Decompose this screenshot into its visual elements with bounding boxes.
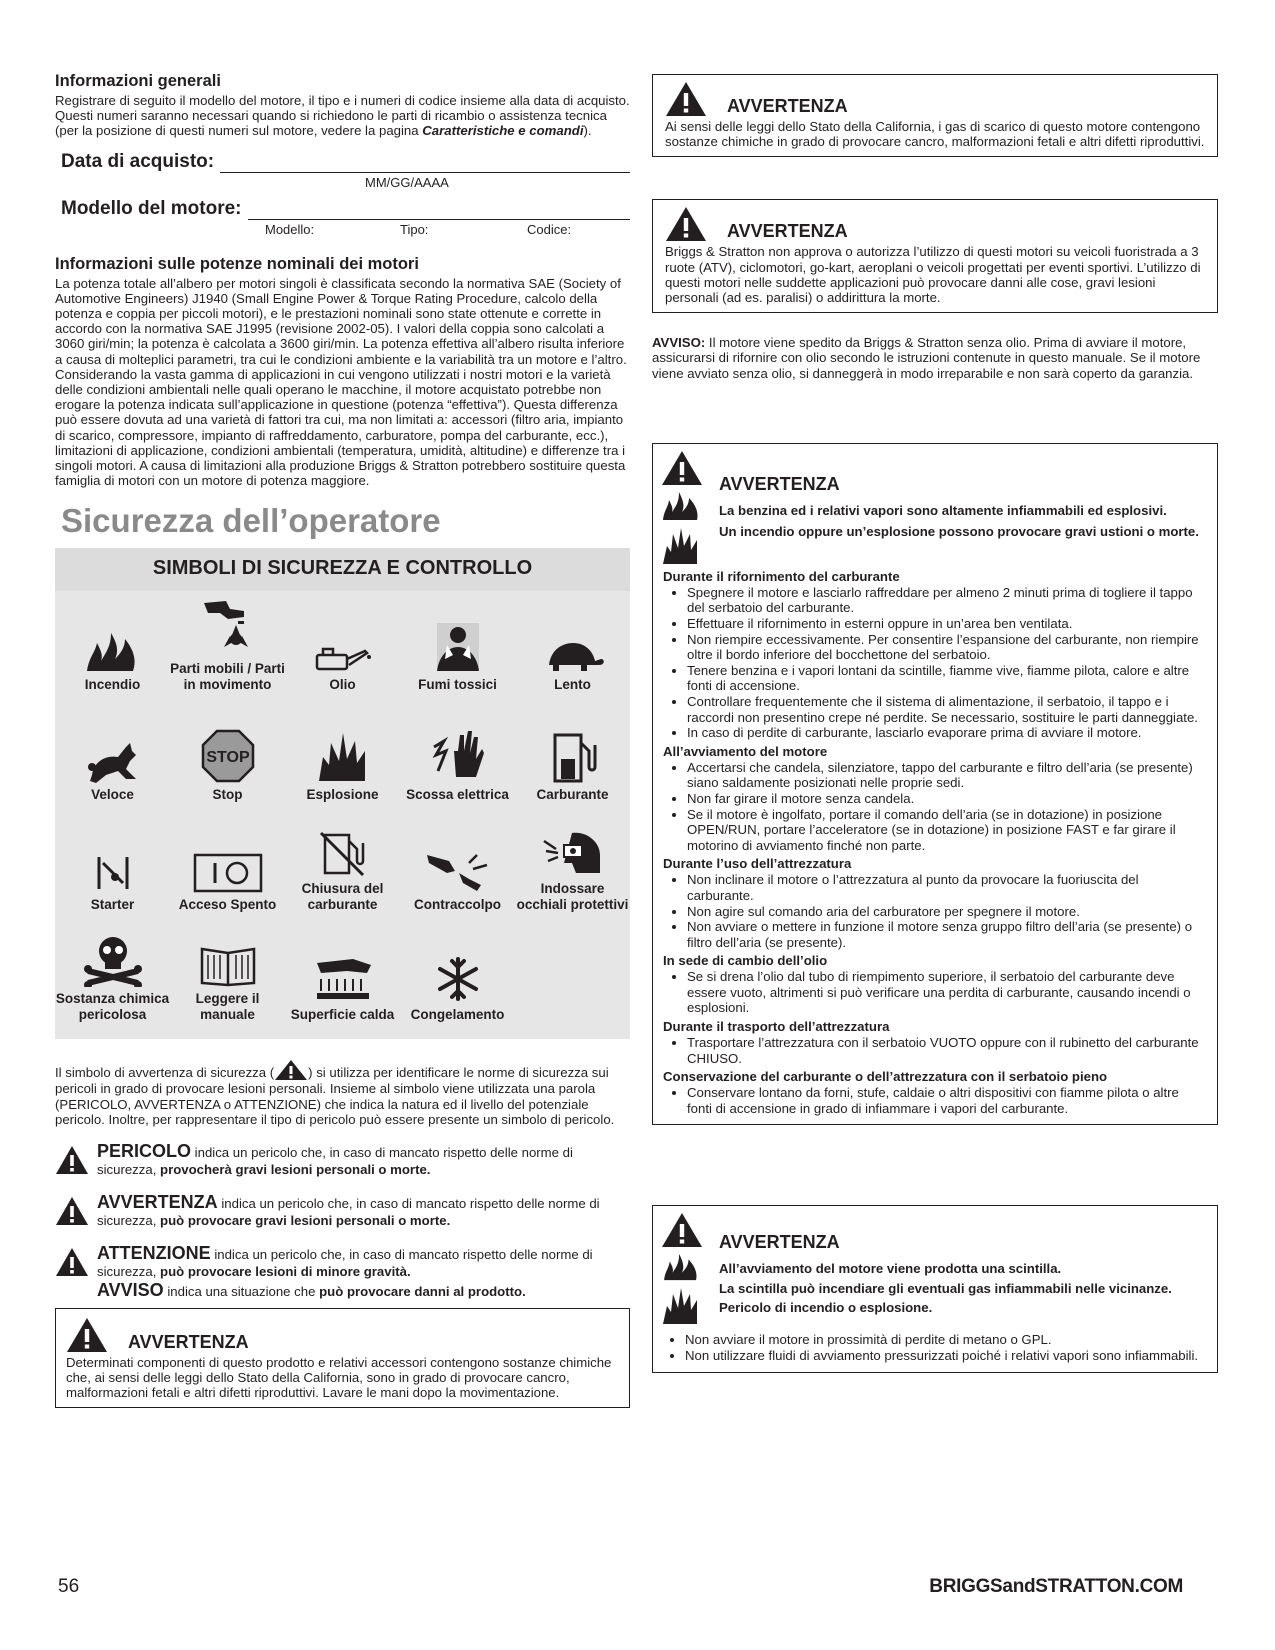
warning-bold-1: All’avviamento del motore viene prodotta una scintilla. xyxy=(719,1261,1062,1277)
choke-icon xyxy=(93,853,133,893)
explosion-icon xyxy=(315,731,371,783)
warning-bold-2: Un incendio oppure un’esplosione possono provocare gravi ustioni o morte. xyxy=(719,524,1199,540)
purchase-date-field xyxy=(61,151,630,173)
skull-icon xyxy=(84,933,142,987)
warning-heading: AVVERTENZA xyxy=(665,206,1205,242)
engine-model-line xyxy=(248,199,631,220)
warning-heading: AVVERTENZA xyxy=(719,1232,840,1253)
section-heading: All’avviamento del motore xyxy=(663,743,828,759)
explosion-icon xyxy=(661,526,701,566)
type-hint: Tipo: xyxy=(400,221,429,237)
signal-word-warning: AVVERTENZA indica un pericolo che, in caso di mancato rispetto delle norme di sicurezza, può provocare gravi lesioni personali o morte. xyxy=(55,1194,630,1229)
safety-symbols-panel xyxy=(55,548,630,1039)
spark-warning-header xyxy=(661,1212,1205,1326)
warning-heading: AVVERTENZA xyxy=(665,81,1205,117)
symbol-explosion: Esplosione xyxy=(285,701,400,811)
engine-model-field xyxy=(61,198,630,220)
list-item: • Tenere benzina e i vapori lontani da scintille, fiamme vive, fiamme pilota, calore e altre fonti di accensione. xyxy=(687,663,1205,694)
section-heading: In sede di cambio dell’olio xyxy=(663,953,828,969)
fuel-pump-icon xyxy=(549,731,597,783)
symbol-safety-glasses: Indossare occhiali protettivi xyxy=(515,811,630,921)
general-info-heading: Informazioni generali xyxy=(55,72,221,90)
alert-triangle-icon xyxy=(661,450,703,486)
page-number: 56 xyxy=(58,1576,80,1597)
warning-bold-3: Pericolo di incendio o esplosione. xyxy=(719,1299,933,1315)
symbol-hot-surface: Superficie calda xyxy=(285,921,400,1031)
stop-sign-icon xyxy=(201,729,255,783)
explosion-icon xyxy=(661,1286,701,1326)
engine-model-label: Modello del motore: xyxy=(61,197,242,219)
manual-book-icon xyxy=(198,943,258,987)
list-item: • Non inclinare il motore o l’attrezzatura al punto da provocare la fuoriuscita del carburante. xyxy=(687,872,1205,903)
fuel-warning-sections xyxy=(661,569,1205,1117)
website-link[interactable]: BRIGGSandSTRATTON.COM xyxy=(929,1576,1183,1597)
section-heading: Conservazione del carburante o dell’attrezzatura con il serbatoio pieno xyxy=(663,1069,1108,1085)
fire-icon xyxy=(661,490,701,522)
symbol-fuel-shutoff: Chiusura del carburante xyxy=(285,811,400,921)
symbol-fire: Incendio xyxy=(55,591,170,701)
section-list xyxy=(663,760,1205,854)
alert-triangle-icon xyxy=(55,1145,89,1175)
symbol-hazardous-chemical: Sostanza chimica pericolosa xyxy=(55,921,170,1031)
signal-word-danger: PERICOLO indica un pericolo che, in caso di mancato rispetto delle norme di sicurezza, provocherà gravi lesioni personali o morte. xyxy=(55,1143,630,1178)
warning-bold-1: La benzina ed i relativi vapori sono altamente infiammabili ed esplosivi. xyxy=(719,502,1167,518)
fire-icon xyxy=(661,1252,701,1282)
electric-shock-icon xyxy=(430,727,486,783)
general-info-text: Registrare di seguito il modello del motore, il tipo e i numeri di codice insieme alla data di acquisto. Questi numeri saranno necessari quando si richiedono le parti di ricambio o assistenza tecnica (per la posizione di questi numeri sul motore, vedere la pagina Caratteristiche e comandi). xyxy=(55,93,630,139)
symbol-oil: Olio xyxy=(285,591,400,701)
symbol-choke: Starter xyxy=(55,811,170,921)
hazard-icons xyxy=(661,1212,705,1326)
list-item: • Effettuare il rifornimento in esterni oppure in un’area ben ventilata. xyxy=(687,616,1205,632)
section-list xyxy=(663,1035,1205,1066)
warning-text: Briggs & Stratton non approva o autorizza l’utilizzo di questi motori su veicoli fuoristrada a 3 ruote (ATV), ciclomotori, go-kart, aeroplani o veicoli progettati per eventi sportivi. L’utilizzo di questi motori nelle suddette applicazioni può provocare danni alle cose, gravi lesioni personali (ad es. paralisi) o addirittura la morte. xyxy=(665,244,1201,306)
fuel-warning-content xyxy=(719,450,1205,539)
safety-glasses-icon xyxy=(542,829,604,877)
section-heading: Durante il rifornimento del carburante xyxy=(663,568,900,584)
left-column xyxy=(55,72,630,1408)
svg-text:STOP: STOP xyxy=(205,749,250,767)
warning-text: Ai sensi delle leggi dello Stato della California, i gas di scarico di questo motore contengono sostanze chimiche in grado di provocare cancro, malformazioni fetali e altri difetti riproduttivi. xyxy=(665,119,1205,150)
signal-word-notice: AVVISO indica una situazione che può provocare danni al prodotto. xyxy=(97,1280,526,1301)
list-item: • Trasportare l’attrezzatura con il serbatoio VUOTO oppure con il rubinetto del carburante CHIUSO. xyxy=(687,1035,1205,1066)
exhaust-warning-box xyxy=(652,74,1218,157)
warning-heading: AVVERTENZA xyxy=(719,473,840,494)
warning-text: Determinati componenti di questo prodotto e relativi accessori contengono sostanze chimiche che, ai sensi delle leggi dello Stato della California, sono in grado di provocare cancro, malformazioni fetali e altri difetti riproduttivi. Lavare le mani dopo la movimentazione. xyxy=(66,1355,612,1401)
code-hint: Codice: xyxy=(527,221,572,237)
list-item: • Controllare frequentemente che il sistema di alimentazione, il serbatoio, il tappo e i raccordi non presentino crepe né perdite. Se necessario, sostituire le parti danneggiate. xyxy=(687,694,1205,725)
symbol-fuel: Carburante xyxy=(515,701,630,811)
warning-heading: AVVERTENZA xyxy=(66,1317,615,1353)
list-item: • Se il motore è ingolfato, portare il comando dell’aria (se in dotazione) in posizione OPEN/RUN, portare l’acceleratore (se in dotazione) in posizione FAST e far girare il motorino di avviamento finché non parte. xyxy=(687,807,1205,854)
alert-triangle-icon xyxy=(661,1212,703,1248)
power-rating-heading: Informazioni sulle potenze nominali dei motori xyxy=(55,254,419,273)
list-item: • Accertarsi che candela, silenziatore, tappo del carburante e filtro dell’aria (se presente) siano saldamente posizionati nelle proprie sedi. xyxy=(687,760,1205,791)
safety-alert-icon xyxy=(274,1059,308,1081)
symbol-read-manual: Leggere il manuale xyxy=(170,921,285,1031)
toxic-fumes-icon xyxy=(431,621,485,673)
section-heading: Durante il trasporto dell’attrezzatura xyxy=(663,1019,890,1035)
list-item: • Non riempire eccessivamente. Per consentire l’espansione del carburante, non riempire oltre il bordo inferiore del bocchettone del serbatoio. xyxy=(687,632,1205,663)
fire-icon xyxy=(85,629,141,673)
safety-alert-explanation: Il simbolo di avvertenza di sicurezza ( ) si utilizza per identificare le norme di sicurezza sui pericoli in grado di provocare lesioni personali. Insieme al simbolo viene utilizzata una parola (PERICOLO, AVVERTENZA o ATTENZIONE) che indica la natura ed il livello del potenziale pericolo. Inoltre, per rappresentare il tipo di pericolo può essere presente un simbolo di pericolo. xyxy=(55,1059,630,1127)
signal-word-caution: ATTENZIONE indica un pericolo che, in caso di mancato rispetto delle norme di sicurezza, può provocare lesioni di minore gravità. xyxy=(55,1245,630,1280)
symbol-kickback: Contraccolpo xyxy=(400,811,515,921)
spark-warning-list xyxy=(661,1332,1205,1363)
turtle-icon xyxy=(541,639,605,673)
list-item: • Conservare lontano da forni, stufe, caldaie o altri dispositivi con fiamme pilota o altre fonti di accensione in grado di infiammare i vapori del carburante. xyxy=(687,1085,1205,1116)
symbol-on-off: Acceso Spento xyxy=(170,811,285,921)
snowflake-icon xyxy=(434,955,482,1003)
purchase-date-hint: MM/GG/AAAA xyxy=(365,174,449,190)
section-list xyxy=(663,969,1205,1016)
alert-triangle-icon xyxy=(66,1317,108,1353)
symbol-freezing: Congelamento xyxy=(400,921,515,1031)
model-hint: Modello: xyxy=(265,221,315,237)
signal-words-list xyxy=(55,1143,630,1300)
section-list xyxy=(663,872,1205,950)
right-column xyxy=(652,72,1224,1373)
fuel-warning-header xyxy=(661,450,1205,566)
offroad-warning-box xyxy=(652,199,1218,313)
oil-can-icon xyxy=(313,643,373,673)
alert-triangle-icon xyxy=(665,206,707,242)
safety-symbols-header: SIMBOLI DI SICUREZZA E CONTROLLO xyxy=(55,548,630,591)
list-item: • Non avviare o mettere in funzione il motore senza gruppo filtro dell’aria (se presente) o filtro dell’aria (se presente). xyxy=(687,919,1205,950)
alert-triangle-icon xyxy=(55,1247,89,1277)
spark-warning-content xyxy=(719,1212,1205,1315)
symbol-stop: STOP Stop xyxy=(170,701,285,811)
oil-notice: AVVISO: Il motore viene spedito da Briggs & Stratton senza olio. Prima di avviare il motore, assicurarsi di rifornire con olio secondo le istruzioni contenute in questo manuale. Se il motore viene avviato senza olio, si danneggerà in modo irreparabile e non sarà coperto da garanzia. xyxy=(652,335,1201,381)
section-list xyxy=(663,1085,1205,1116)
section-list xyxy=(663,585,1205,741)
warning-bold-2: La scintilla può incendiare gli eventuali gas infiammabili nelle vicinanze. xyxy=(719,1280,1172,1296)
symbol-fast: Veloce xyxy=(55,701,170,811)
power-rating-text: La potenza totale all’albero per motori singoli è classificata secondo la normativa SAE (Society of Automotive Engineers) J1940 (Small Engine Power & Torque Rating Procedure, calcolo della potenza e coppia per piccoli motori), e le prestazioni nominali sono state ottenute e corrette in accordo con la normativa SAE J1995 (revisione 2002-05). I valori della coppia sono calcolati a 3060 giri/min; la potenza è calcolata a 3600 giri/min. La potenza effettiva all’albero risulta inferiore a causa di molteplici parametri, tra cui le condizioni ambiente e la variabilità tra un motore e l’altro. Considerando la vasta gamma di applicazioni in cui vengono utilizzati i nostri motori e la varietà delle condizioni ambientali nelle quali operano le macchine, il motore acquistato potrebbe non erogare la potenza indicata sull’applicazione in questione (potenza “effettiva”). Questa differenza può essere dovuta ad una varietà di fattori tra cui, ma non limitati a: accessori (filtro aria, impianto di scarico, compressore, impianto di raffreddamento, carburatore, pompa del carburante, ecc.), limitazioni di applicazione, condizioni ambientali (temperatura, umidità, altitudine) e differenze tra i singoli motori. A causa di limitazioni alla produzione Briggs & Stratton potrebbero sostituire questa famiglia di motori con un motore di potenza maggiore. xyxy=(55,275,627,489)
symbol-toxic-fumes: Fumi tossici xyxy=(400,591,515,701)
list-item: • Non avviare il motore in prossimità di perdite di metano o GPL. xyxy=(685,1332,1205,1348)
symbol-slow: Lento xyxy=(515,591,630,701)
operator-safety-title: Sicurezza dell’operatore xyxy=(61,502,441,540)
symbol-electric-shock: Scossa elettrica xyxy=(400,701,515,811)
section-heading: Durante l’uso dell’attrezzatura xyxy=(663,856,852,872)
purchase-date-line xyxy=(220,152,630,173)
moving-parts-icon xyxy=(200,599,256,657)
on-off-icon xyxy=(193,853,263,893)
symbol-moving-parts: Parti mobili / Parti in movimento xyxy=(170,591,285,701)
fuel-warning-box xyxy=(652,443,1218,1126)
list-item: • Non far girare il motore senza candela. xyxy=(687,791,1205,807)
spark-warning-box xyxy=(652,1205,1218,1372)
alert-triangle-icon xyxy=(665,81,707,117)
hot-surface-icon xyxy=(313,955,373,1003)
alert-triangle-icon xyxy=(55,1196,89,1226)
list-item: • In caso di perdite di carburante, lasciarlo evaporare prima di avviare il motore. xyxy=(687,725,1205,741)
purchase-date-label: Data di acquisto: xyxy=(61,150,215,172)
safety-symbols-grid xyxy=(55,591,630,1039)
list-item: • Spegnere il motore e lasciarlo raffreddare per almeno 2 minuti prima di togliere il tappo del serbatoio del carburante. xyxy=(687,585,1205,616)
kickback-icon xyxy=(425,849,491,893)
engine-model-hints xyxy=(55,222,630,237)
list-item: • Non agire sul comando aria del carburatore per spegnere il motore. xyxy=(687,904,1205,920)
fuel-shutoff-icon xyxy=(319,831,367,877)
hazard-icons xyxy=(661,450,705,566)
rabbit-icon xyxy=(86,739,140,783)
california-warning-box-left xyxy=(55,1308,630,1408)
list-item: • Se si drena l’olio dal tubo di riempimento superiore, il serbatoio del carburante deve essere vuoto, altrimenti si può verificare una perdita di carburante, causando incendi o esplosioni. xyxy=(687,969,1205,1016)
list-item: • Non utilizzare fluidi di avviamento pressurizzati poiché i relativi vapori sono infiammabili. xyxy=(685,1348,1205,1364)
